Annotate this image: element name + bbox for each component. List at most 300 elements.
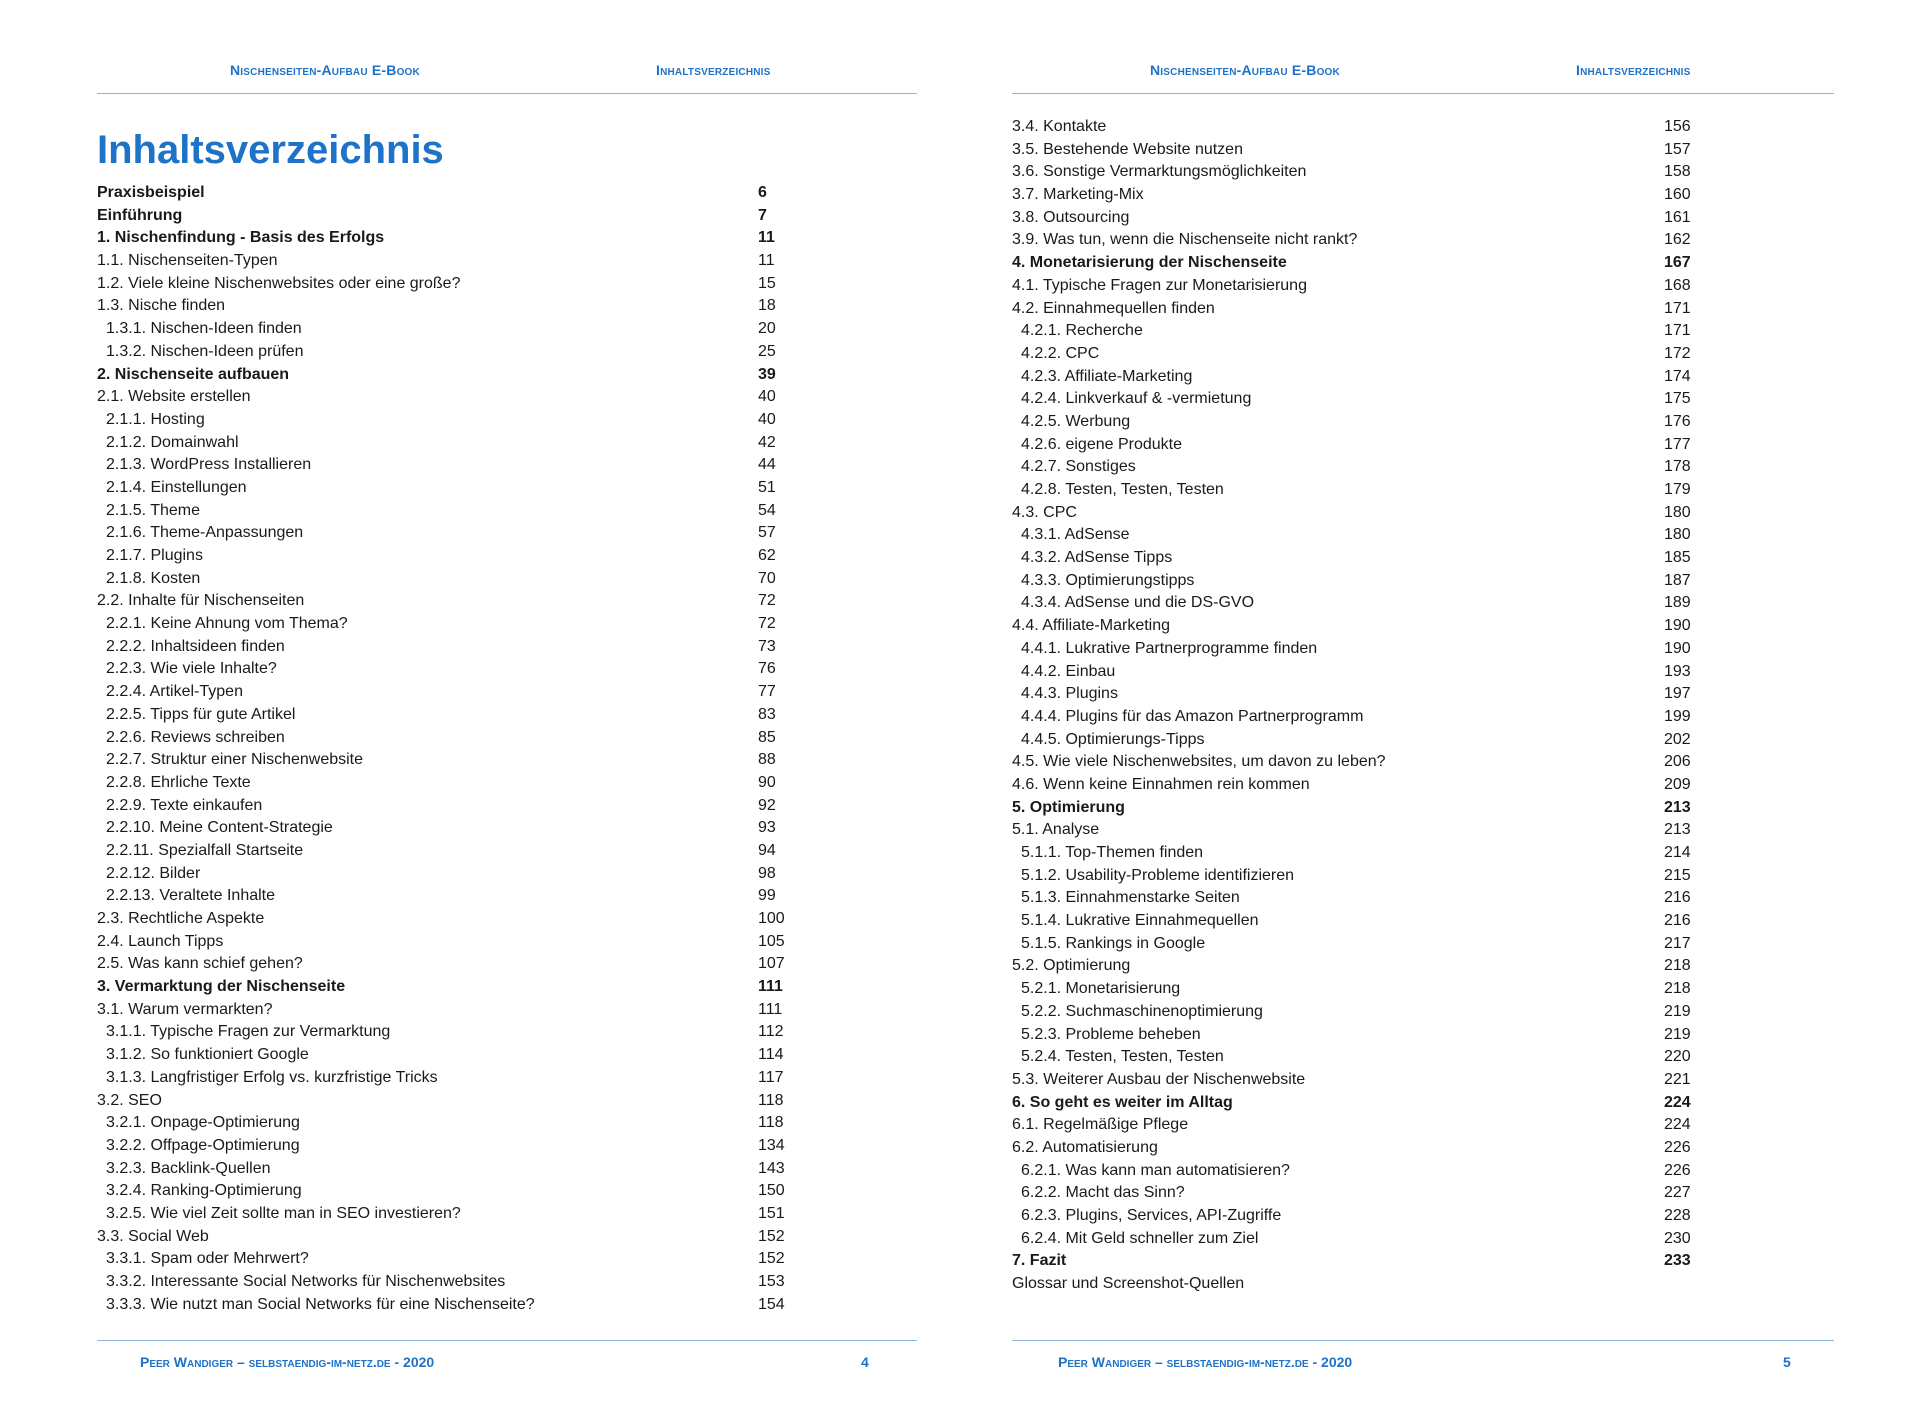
toc-entry-title: Glossar und Screenshot-Quellen [1012,1275,1245,1293]
toc-entry-title: 3.7. Marketing-Mix [1012,186,1144,204]
toc-entry-title: 1. Nischenfindung - Basis des Erfolgs [97,229,385,247]
toc-entry-page: 217 [1664,934,1691,952]
toc-entry-title: 2.2.6. Reviews schreiben [106,728,285,746]
toc-entry [97,1180,797,1203]
toc-entry-page: 42 [758,433,776,451]
toc-entry [97,658,797,681]
toc-entry-title: 2.2.7. Struktur einer Nischenwebsite [106,751,364,769]
toc-entry-title: 4.3. CPC [1012,503,1077,521]
toc-entry [1012,320,1712,343]
toc-entry-page: 213 [1664,798,1691,816]
toc-entry-page: 216 [1664,889,1691,907]
toc-entry [1012,570,1712,593]
toc-entry-page: 224 [1664,1093,1691,1111]
toc-entry-page: 219 [1664,1002,1691,1020]
toc-entry [97,636,797,659]
toc-entry-page: 73 [758,637,776,655]
toc-entry-page: 193 [1664,662,1691,680]
toc-entry [1012,661,1712,684]
toc-entry [97,772,797,795]
toc-entry-page: 57 [758,524,776,542]
toc-entry-title: 2.1.2. Domainwahl [106,433,239,451]
toc-entry-page: 40 [758,388,776,406]
toc-entry [1012,706,1712,729]
toc-entry [97,295,797,318]
toc-entry [1012,524,1712,547]
toc-entry-title: 4.1. Typische Fragen zur Monetarisierung [1012,276,1307,294]
toc-entry-page: 20 [758,320,776,338]
toc-entry-title: 6.2.2. Macht das Sinn? [1021,1184,1185,1202]
toc-entry [1012,502,1712,525]
toc-entry [97,545,797,568]
toc-entry-title: 4.3.4. AdSense und die DS-GVO [1021,594,1255,612]
toc-entry-title: 3.1.3. Langfristiger Erfolg vs. kurzfristige Tricks [106,1068,438,1086]
toc-entry-title: 5.2.2. Suchmaschinenoptimierung [1021,1002,1263,1020]
toc-entry-title: 1.3. Nische finden [97,297,226,315]
toc-entry-page: 93 [758,819,776,837]
toc-entry-title: Einführung [97,206,183,224]
toc-entry [1012,479,1712,502]
toc-entry [97,364,797,387]
footer-page-number: 5 [1783,1354,1791,1370]
toc-entry-title: 2.1.5. Theme [106,501,200,519]
toc-entry-title: 2.2.2. Inhaltsideen finden [106,637,285,655]
toc-entry-page: 105 [758,932,785,950]
toc-entry-page: 94 [758,841,776,859]
toc-entry [97,976,797,999]
toc-entry-title: 5.2.4. Testen, Testen, Testen [1021,1048,1224,1066]
toc-entry-page: 189 [1664,594,1691,612]
toc-entry-page: 162 [1664,231,1691,249]
toc-entry-page: 224 [1664,1116,1691,1134]
toc-entry-page: 199 [1664,707,1691,725]
toc-entry-title: 5.1.4. Lukrative Einnahmequellen [1021,912,1259,930]
toc-entry-page: 180 [1664,503,1691,521]
toc-entry [1012,1205,1712,1228]
toc-entry [97,749,797,772]
toc-entry-page: 202 [1664,730,1691,748]
toc-entry-title: 2.1.7. Plugins [106,547,203,564]
toc-entry [97,613,797,636]
toc-entry-title: 3.3. Social Web [97,1227,209,1245]
toc-entry [97,704,797,727]
toc-entry-page: 39 [758,365,776,383]
toc-entry-page: 51 [758,478,776,496]
toc-entry [1012,298,1712,321]
toc-entry-page: 171 [1664,322,1691,340]
footer-rule [1012,1340,1834,1341]
toc-entry-title: 5.1.2. Usability-Probleme identifizieren [1021,866,1295,884]
toc-entry [97,1090,797,1113]
toc-entry [1012,978,1712,1001]
toc-entry-title: 4.2. Einnahmequellen finden [1012,299,1215,317]
toc-entry-title: 2.2.12. Bilder [106,864,201,882]
toc-entry [97,477,797,500]
toc-entry-page: 11 [758,229,775,247]
toc-entry-page: 177 [1664,435,1691,453]
toc-entry [1012,842,1712,865]
toc-entry-page: 218 [1664,957,1691,975]
toc-entry [1012,797,1712,820]
toc-entry [1012,1046,1712,1069]
toc-entry-title: 5.2.1. Monetarisierung [1021,980,1181,998]
toc-entry-page: 118 [758,1091,784,1109]
toc-entry [97,1294,797,1317]
toc-entry [97,386,797,409]
toc-entry [1012,366,1712,389]
toc-entry-title: 3.2. SEO [97,1091,162,1109]
toc-entry [97,817,797,840]
toc-entry-title: 2.2.4. Artikel-Typen [106,683,243,701]
toc-entry [1012,1024,1712,1047]
toc-entry-page: 213 [1664,821,1691,839]
toc-entry-page: 77 [758,683,776,701]
toc-entry-title: 2.1.8. Kosten [106,569,201,587]
toc-entry-title: 4.2.4. Linkverkauf & -vermietung [1021,390,1252,408]
toc-entry [97,409,797,432]
toc-entry-title: 4.2.6. eigene Produkte [1021,435,1183,453]
toc-entry-page: 143 [758,1159,785,1177]
toc-entry-title: 3. Vermarktung der Nischenseite [97,978,346,996]
toc-entry-title: 4.4. Affiliate-Marketing [1012,617,1171,635]
toc-entry-page: 98 [758,864,776,882]
toc-entry-page: 179 [1664,481,1691,498]
toc-list-left [97,182,797,1316]
toc-entry [97,568,797,591]
toc-entry [1012,207,1712,230]
toc-entry-page: 107 [758,955,785,973]
footer-credit: Peer Wandiger – selbstaendig-im-netz.de - 2020 [1058,1354,1353,1370]
header-section-title: Inhaltsverzeichnis [656,62,771,78]
toc-entry [1012,865,1712,888]
toc-entry-title: 3.2.4. Ranking-Optimierung [106,1182,302,1200]
toc-entry-page: 228 [1664,1207,1691,1224]
toc-entry-title: 6.2. Automatisierung [1012,1138,1158,1156]
toc-entry [97,318,797,341]
toc-entry-page: 185 [1664,549,1691,567]
toc-entry-title: 2.1. Website erstellen [97,388,251,406]
toc-entry [97,341,797,364]
toc-entry-title: 2.2.13. Veraltete Inhalte [106,887,276,905]
toc-entry-page: 153 [758,1273,785,1290]
toc-entry-page: 152 [758,1227,785,1245]
toc-entry [1012,1160,1712,1183]
toc-entry [97,1248,797,1271]
toc-entry-page: 221 [1664,1070,1691,1088]
toc-entry-title: 5.1.5. Rankings in Google [1021,934,1206,952]
header-rule [1012,93,1834,94]
toc-entry-title: 4.5. Wie viele Nischenwebsites, um davon zu leben? [1012,753,1386,771]
toc-entry-page: 180 [1664,526,1691,544]
toc-entry-title: 4.2.8. Testen, Testen, Testen [1021,481,1224,498]
toc-entry [1012,1137,1712,1160]
toc-entry [97,590,797,613]
toc-entry-title: 1.1. Nischenseiten-Typen [97,252,278,270]
toc-entry [1012,887,1712,910]
toc-entry-page: 176 [1664,412,1691,430]
toc-entry [1012,1001,1712,1024]
toc-entry [97,999,797,1022]
toc-entry-page: 227 [1664,1184,1691,1202]
toc-entry [97,1158,797,1181]
toc-entry-title: 3.3.2. Interessante Social Networks für Nischenwebsites [106,1273,506,1290]
header-book-title: Nischenseiten-Aufbau E-Book [1150,62,1340,78]
toc-entry [97,885,797,908]
toc-entry-title: 2.1.4. Einstellungen [106,478,247,496]
toc-entry-page: 100 [758,910,785,927]
toc-entry [1012,252,1712,275]
toc-entry [97,727,797,750]
toc-entry-title: 3.9. Was tun, wenn die Nischenseite nicht rankt? [1012,231,1358,249]
toc-entry [97,432,797,455]
toc-entry [1012,388,1712,411]
toc-entry-title: 4.4.3. Plugins [1021,685,1118,703]
toc-entry-title: 5.1. Analyse [1012,821,1100,839]
toc-entry-page: 112 [758,1023,784,1041]
toc-entry-title: 5.3. Weiterer Ausbau der Nischenwebsite [1012,1070,1306,1088]
right-page [920,0,1840,1414]
toc-entry-page: 230 [1664,1229,1691,1247]
toc-entry-title: 4.2.2. CPC [1021,344,1100,362]
toc-entry-title: 2.1.6. Theme-Anpassungen [106,524,304,542]
toc-entry-title: 7. Fazit [1012,1252,1067,1270]
toc-entry-title: 2.2.5. Tipps für gute Artikel [106,705,296,723]
toc-entry-page: 40 [758,410,776,428]
toc-entry-title: 3.4. Kontakte [1012,118,1107,135]
header-book-title: Nischenseiten-Aufbau E-Book [230,62,420,78]
toc-entry-page: 72 [758,592,776,610]
toc-entry-page: 167 [1664,254,1691,272]
toc-entry [1012,774,1712,797]
toc-entry-title: 4.4.4. Plugins für das Amazon Partnerprogramm [1021,707,1364,725]
toc-entry-page: 7 [758,206,767,224]
toc-entry-title: 4.4.5. Optimierungs-Tipps [1021,730,1205,748]
toc-entry [97,1112,797,1135]
toc-entry [1012,615,1712,638]
toc-entry [1012,1273,1712,1296]
toc-entry-title: 3.2.5. Wie viel Zeit sollte man in SEO investieren? [106,1204,461,1222]
toc-entry-page: 233 [1664,1252,1691,1270]
toc-entry [1012,819,1712,842]
footer-credit: Peer Wandiger – selbstaendig-im-netz.de - 2020 [140,1354,435,1370]
toc-entry-page: 6 [758,184,767,201]
toc-entry-title: 4.3.1. AdSense [1021,526,1130,544]
toc-entry-page: 85 [758,728,776,746]
toc-entry [1012,456,1712,479]
toc-entry [1012,751,1712,774]
toc-entry-title: 2.4. Launch Tipps [97,932,224,950]
toc-entry [1012,116,1712,139]
toc-entry-page: 111 [758,1000,783,1018]
toc-entry [97,1044,797,1067]
toc-entry [97,182,797,205]
toc-entry [97,250,797,273]
toc-entry-title: 2.2. Inhalte für Nischenseiten [97,592,305,610]
toc-list-right [1012,116,1712,1296]
toc-entry-title: 2.1.3. WordPress Installieren [106,456,312,474]
toc-entry-page: 220 [1664,1048,1691,1066]
toc-entry-title: 2.5. Was kann schief gehen? [97,955,303,973]
toc-entry-title: 3.1.1. Typische Fragen zur Vermarktung [106,1023,391,1041]
toc-entry [1012,955,1712,978]
toc-entry-title: 4.4.2. Einbau [1021,662,1116,680]
toc-entry-title: 3.3.1. Spam oder Mehrwert? [106,1250,309,1268]
toc-entry-page: 160 [1664,186,1691,204]
toc-entry-page: 187 [1664,571,1691,589]
toc-entry-title: 4.2.1. Recherche [1021,322,1143,340]
toc-entry [1012,229,1712,252]
toc-entry-title: 3.3.3. Wie nutzt man Social Networks für eine Nischenseite? [106,1295,535,1313]
toc-entry-page: 157 [1664,140,1691,158]
toc-entry-page: 15 [758,274,776,292]
toc-entry-page: 156 [1664,118,1691,135]
toc-entry [97,931,797,954]
toc-entry [97,1021,797,1044]
toc-entry [97,795,797,818]
toc-entry-page: 18 [758,297,776,315]
toc-entry-title: 2.2.11. Spezialfall Startseite [106,841,304,859]
toc-entry-page: 134 [758,1136,785,1154]
toc-entry-page: 88 [758,751,776,769]
toc-entry [1012,275,1712,298]
toc-entry-title: 5.1.3. Einnahmenstarke Seiten [1021,889,1240,907]
header-section-title: Inhaltsverzeichnis [1576,62,1691,78]
toc-entry-page: 152 [758,1250,785,1268]
toc-entry [1012,683,1712,706]
toc-entry-page: 214 [1664,844,1691,861]
toc-entry-title: 4.2.3. Affiliate-Marketing [1021,367,1193,385]
toc-entry-page: 197 [1664,685,1691,703]
toc-entry-title: 1.3.2. Nischen-Ideen prüfen [106,342,304,360]
toc-entry [1012,184,1712,207]
footer-rule [97,1340,917,1341]
toc-entry [1012,592,1712,615]
toc-entry-page: 151 [758,1204,785,1222]
toc-entry [97,1203,797,1226]
toc-entry-page: 90 [758,773,776,791]
toc-entry-title: 2.2.8. Ehrliche Texte [106,773,251,791]
toc-entry [1012,729,1712,752]
toc-entry-title: 4.3.2. AdSense Tipps [1021,549,1173,567]
left-page [0,0,920,1414]
toc-entry-title: 2.1.1. Hosting [106,410,205,428]
toc-entry-page: 99 [758,887,776,905]
toc-entry [97,681,797,704]
toc-entry-page: 209 [1664,775,1691,793]
toc-entry [97,1271,797,1294]
toc-entry [97,454,797,477]
toc-title: Inhaltsverzeichnis [97,128,444,172]
toc-entry [97,205,797,228]
toc-entry-title: 6. So geht es weiter im Alltag [1012,1093,1233,1111]
toc-entry-title: 3.2.1. Onpage-Optimierung [106,1114,300,1132]
toc-entry-title: 1.2. Viele kleine Nischenwebsites oder eine große? [97,274,461,292]
toc-entry [1012,343,1712,366]
toc-entry-title: 2.3. Rechtliche Aspekte [97,910,265,927]
toc-entry-page: 54 [758,501,776,519]
toc-entry-title: 5.2.3. Probleme beheben [1021,1025,1201,1043]
toc-entry-page: 76 [758,660,776,678]
toc-entry-page: 154 [758,1295,785,1313]
toc-entry-title: 2. Nischenseite aufbauen [97,365,290,383]
toc-entry-page: 178 [1664,458,1691,476]
toc-entry-title: 1.3.1. Nischen-Ideen finden [106,320,302,338]
toc-entry [1012,434,1712,457]
toc-entry-page: 175 [1664,390,1691,408]
toc-entry-title: 6.1. Regelmäßige Pflege [1012,1116,1189,1134]
toc-entry-title: 5. Optimierung [1012,798,1125,816]
toc-entry-title: 4.4.1. Lukrative Partnerprogramme finden [1021,639,1318,657]
toc-entry-title: 3.5. Bestehende Website nutzen [1012,140,1243,158]
toc-entry-title: 2.2.1. Keine Ahnung vom Thema? [106,615,348,633]
toc-entry-page: 111 [758,978,783,996]
toc-entry-title: 5.2. Optimierung [1012,957,1131,975]
toc-entry-title: 6.2.3. Plugins, Services, API-Zugriffe [1021,1207,1282,1224]
toc-entry [1012,1092,1712,1115]
toc-entry [97,500,797,523]
toc-entry-page: 117 [758,1068,784,1086]
toc-entry-title: 3.8. Outsourcing [1012,208,1130,226]
toc-entry-title: 2.2.9. Texte einkaufen [106,796,263,814]
toc-entry [1012,1114,1712,1137]
toc-entry-page: 70 [758,569,776,587]
toc-entry [97,1135,797,1158]
toc-entry [1012,933,1712,956]
toc-entry-title: 6.2.1. Was kann man automatisieren? [1021,1161,1290,1179]
header-rule [97,93,917,94]
toc-entry-page: 190 [1664,639,1691,657]
toc-entry-title: 3.2.3. Backlink-Quellen [106,1159,271,1177]
toc-entry [97,908,797,931]
toc-entry-title: 4.3.3. Optimierungstipps [1021,571,1195,589]
toc-entry-page: 190 [1664,617,1691,635]
toc-entry-page: 118 [758,1114,784,1132]
toc-entry-title: 4.2.5. Werbung [1021,412,1131,430]
toc-entry-page: 171 [1664,299,1691,317]
toc-entry-page: 218 [1664,980,1691,998]
toc-entry-page: 72 [758,615,776,633]
toc-entry [97,1067,797,1090]
toc-entry-title: 3.6. Sonstige Vermarktungsmöglichkeiten [1012,163,1307,181]
toc-entry [1012,139,1712,162]
toc-entry-title: 3.1.2. So funktioniert Google [106,1046,309,1064]
toc-entry [1012,1069,1712,1092]
toc-entry-title: Praxisbeispiel [97,184,205,201]
toc-entry [1012,1182,1712,1205]
footer-page-number: 4 [861,1354,869,1370]
toc-entry [97,863,797,886]
toc-entry [97,522,797,545]
toc-entry-page: 168 [1664,276,1691,294]
toc-entry-title: 4.2.7. Sonstiges [1021,458,1136,476]
toc-entry [1012,411,1712,434]
toc-entry [97,273,797,296]
toc-entry-page: 206 [1664,753,1691,771]
toc-entry-title: 6.2.4. Mit Geld schneller zum Ziel [1021,1229,1259,1247]
toc-entry-page: 44 [758,456,776,474]
toc-entry [1012,161,1712,184]
toc-entry [1012,547,1712,570]
toc-entry-title: 4. Monetarisierung der Nischenseite [1012,254,1287,272]
toc-entry-page: 172 [1664,344,1691,362]
toc-entry-title: 3.2.2. Offpage-Optimierung [106,1136,300,1154]
toc-entry-page: 219 [1664,1025,1691,1043]
toc-entry-page: 161 [1664,208,1691,226]
toc-entry-page: 11 [758,252,775,270]
toc-entry-page: 25 [758,342,776,360]
toc-entry [97,1226,797,1249]
toc-entry-page: 226 [1664,1161,1691,1179]
